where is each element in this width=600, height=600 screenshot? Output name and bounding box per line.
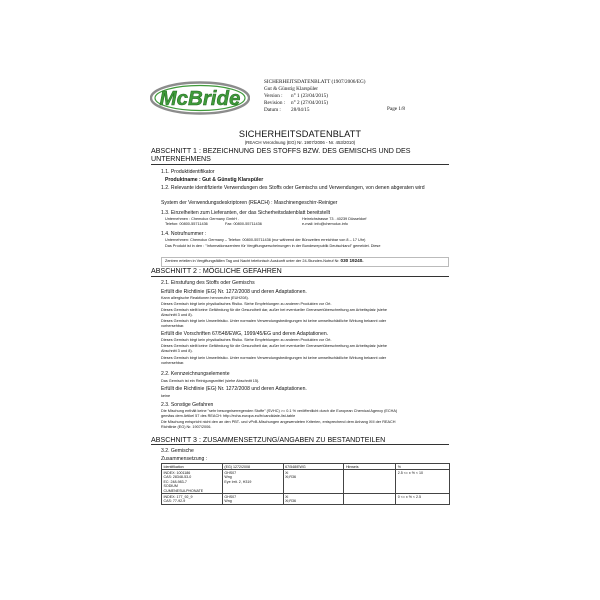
clp-line: Wng [224, 499, 232, 504]
version-row [264, 93, 366, 100]
id-line: INDEX: 1001186 [163, 470, 191, 475]
dsd-line: Xi;R36 [285, 475, 296, 480]
hazard-a3a: Dieses Gemisch stellt keine Gefährdung für die Gesundheit dar, außer bei eventueller Grenzwertüberschreitung am Arbeitsplatz (siehe [161, 308, 388, 312]
hazard-a3b: Abschnitt 3 und 8). [161, 313, 193, 317]
clp-line: Wng [224, 475, 232, 480]
product-name: Produktname : Gut & Günstig Klarspüler [165, 177, 264, 183]
page-title: SICHERHEITSDATENBLATT [238, 129, 362, 139]
company-name: Unternehmen : Chemolux Germany GmbH . [165, 217, 240, 221]
revision-row [264, 100, 366, 107]
cell-clp [222, 494, 283, 505]
other-d2: gemäss dem Artikel 57 des REACH: http://echa.europa.eu/fr/candidate-list-table [161, 414, 296, 418]
cell-dsd [283, 470, 344, 494]
s11-label: 1.1. Produktidentifikator [161, 169, 215, 175]
page-number: Page 1/8 [387, 106, 406, 112]
other-d1: Die Mischung enthält keine "sehr besorgniserregenden Stoffe" (SVHC) >= 0.1 % veröffentlicht durch die European Chemical Agency (ECHA) [161, 409, 398, 413]
cell-identifikation [162, 470, 223, 494]
cell-identifikation [162, 494, 223, 505]
hazard-a4a: Dieses Gemisch birgt kein Umweltrisiko. Unter normalen Verwendungsbedingungen ist keine umweltschädliche Wirkung bekannt oder [161, 319, 387, 323]
company-email: e-mail: info@chemolux.info [302, 222, 348, 226]
col-clp: (EG) 1272/2008 [222, 464, 283, 470]
other-d3: Die Mischung entspricht nicht den an den PBT- und vPvB-Mischungen angewendeten Kriterien, entsprechend dem Anhang XIII der REACH [161, 420, 396, 424]
mcbride-logo [150, 81, 250, 115]
id-line: CUMENESULPHONATE [163, 488, 204, 493]
emergency-line-1: Unternehmen: Chemolux Germany – Telefon: 00800-55711436 (nur während der Bürozeiten erreichbar von 8 – 17 Uhr) [165, 238, 366, 242]
company-address: Heinrichstrasse 73 . 40239 Düsseldorf [302, 217, 367, 221]
col-percent: % [396, 464, 450, 470]
hazard-b1: Dieses Gemisch birgt kein physikalisches Risiko. Siehe Empfehlungen zu anderen Produkten vor Ort. [161, 338, 332, 342]
composition-label: Zusammensetzung : [161, 456, 208, 462]
cell-percent: 2.5 <= x % < 10 [396, 470, 450, 494]
company-fax: Fax: 00800-55711436 [225, 222, 262, 226]
revision-key: Revision : [264, 99, 286, 106]
reg-67-548: Erfüllt die Vorschriften 67/548/EWG, 1999/45/EG und deren Adaptationen. [161, 331, 329, 337]
other-d4: Richtlinie (EG) Nr. 1907/2006. [161, 425, 212, 429]
hazard-a1: Kann allergische Reaktionen hervorrufen (EUH208). [161, 296, 249, 300]
id-line: EC: 248-983-7 [163, 479, 187, 484]
product-line: Gut & Günstig Klarspüler [264, 85, 319, 92]
cell-percent: 0 <= x % < 2.5 [396, 494, 450, 505]
cell-hinweis [344, 494, 396, 505]
table-row [162, 494, 450, 505]
section2-divider [151, 276, 449, 277]
emergency-line-3-text: Zentren erteilen in Vergiftungsfällen Tag und Nacht telefonisch Auskunft unter der 24-Stunden-Notruf Nr. [165, 259, 340, 263]
cell-dsd [283, 494, 344, 505]
emergency-line-3 [165, 259, 364, 264]
dsd-line: Xi [285, 494, 289, 499]
reg-1272-b: Erfüllt die Richtlinie (EG) Nr. 1272/2008 und deren Adaptationen. [161, 386, 307, 392]
cell-hinweis [344, 470, 396, 494]
table-row [162, 470, 450, 494]
s22-label: 2.2. Kennzeichnungselemente [161, 371, 230, 377]
col-dsd: 67/548/EWG [283, 464, 344, 470]
date-row [264, 107, 366, 114]
id-line: CAS: 77-92-9 [163, 499, 186, 504]
clp-line: GHS07 [224, 470, 237, 475]
section3-divider [151, 444, 449, 445]
label-keine: keine [161, 394, 171, 398]
id-line: SODIUM [163, 484, 178, 489]
emergency-number: 030 19240. [340, 258, 364, 263]
s21-label: 2.1. Einstufung des Stoffs oder Gemischs [161, 280, 255, 286]
doc-title: SICHERHEITSDATENBLATT (1907/2006/EG) [264, 79, 366, 85]
section2-heading: ABSCHNITT 2 : MÖGLICHE GEFAHREN [151, 267, 282, 275]
s23-label: 2.3. Sonstige Gefahren [161, 402, 214, 408]
use-line: System der Verwendungsdeskriptoren (REACH) : Maschinengeschirr-Reiniger [161, 200, 338, 206]
logo-text: McBride [159, 87, 241, 110]
company-phone: Telefon: 00800-55711436 [165, 222, 208, 226]
composition-table [161, 463, 450, 505]
clp-line: Eye Irrit. 2, H319 [224, 479, 252, 484]
col-identifikation: Identifikation [162, 464, 223, 470]
section1-divider [151, 164, 449, 165]
date-value: 28/04/15 [291, 106, 310, 113]
hazard-b3b: vorhersehbar. [161, 361, 185, 365]
date-key: Datum : [264, 106, 281, 113]
hazard-b2b: Abschnitt 3 und 8). [161, 349, 193, 353]
hazard-a2: Dieses Gemisch birgt kein physikalisches Risiko. Siehe Empfehlungen zu anderen Produkten vor Ort. [161, 302, 332, 306]
section3-heading: ABSCHNITT 3 : ZUSAMMENSETZUNG/ANGABEN ZU BESTANDTEILEN [151, 436, 386, 444]
hazard-b3a: Dieses Gemisch birgt kein Umweltrisiko. Unter normalen Verwendungsbedingungen ist keine umweltschädliche Wirkung bekannt oder [161, 356, 387, 360]
version-key: Version : [264, 92, 283, 99]
section1-heading: ABSCHNITT 1 : BEZEICHNUNG DES STOFFS BZW. DES GEMISCHS UND DES UNTERNEHMENS [151, 147, 411, 164]
version-value: n° 1 (23/04/2015) [291, 92, 328, 99]
page-subtitle: (REACH Verordnung (EG) Nr. 1907/2006 - Nr. 453/2010) [244, 140, 356, 145]
s13-label: 1.3. Einzelheiten zum Lieferanten, der das Sicherheitsdatenblatt bereitstellt [161, 210, 331, 216]
cell-clp [222, 470, 283, 494]
id-line: INDEX: 177_92_9 [163, 494, 193, 499]
dsd-line: Xi;R36 [285, 499, 296, 504]
s32-label: 3.2. Gemische [161, 448, 194, 454]
label-c1: Das Gemisch ist ein Reinigungsmittel (siehe Abschnitt 15). [161, 379, 260, 383]
clp-line: GHS07 [224, 494, 237, 499]
reg-1272: Erfüllt die Richtlinie (EG) Nr. 1272/2008 und deren Adaptationen. [161, 289, 307, 295]
emergency-line-2: Das Produkt ist in den : "Informationszentren für Vergiftungserscheinungen in der Bundesrepublik Deutschland" gemeldet. Diese [165, 244, 381, 248]
document-header [264, 79, 366, 114]
revision-value: n° 2 (27/04/2015) [291, 99, 328, 106]
hazard-a4b: vorhersehbar. [161, 324, 185, 328]
hazard-b2a: Dieses Gemisch stellt keine Gefährdung für die Gesundheit dar, außer bei eventueller Grenzwertüberschreitung am Arbeitsplatz (siehe [161, 344, 388, 348]
s14-label: 1.4. Notrufnummer : [161, 231, 207, 237]
col-hinweis: Hinweis [344, 464, 396, 470]
dsd-line: Xi [285, 470, 289, 475]
id-line: CAS: 28348-53-0 [163, 475, 192, 480]
s12-label: 1.2. Relevante identifizierte Verwendungen des Stoffs oder Gemischs und Verwendungen, von denen abgeraten wird [161, 185, 425, 191]
